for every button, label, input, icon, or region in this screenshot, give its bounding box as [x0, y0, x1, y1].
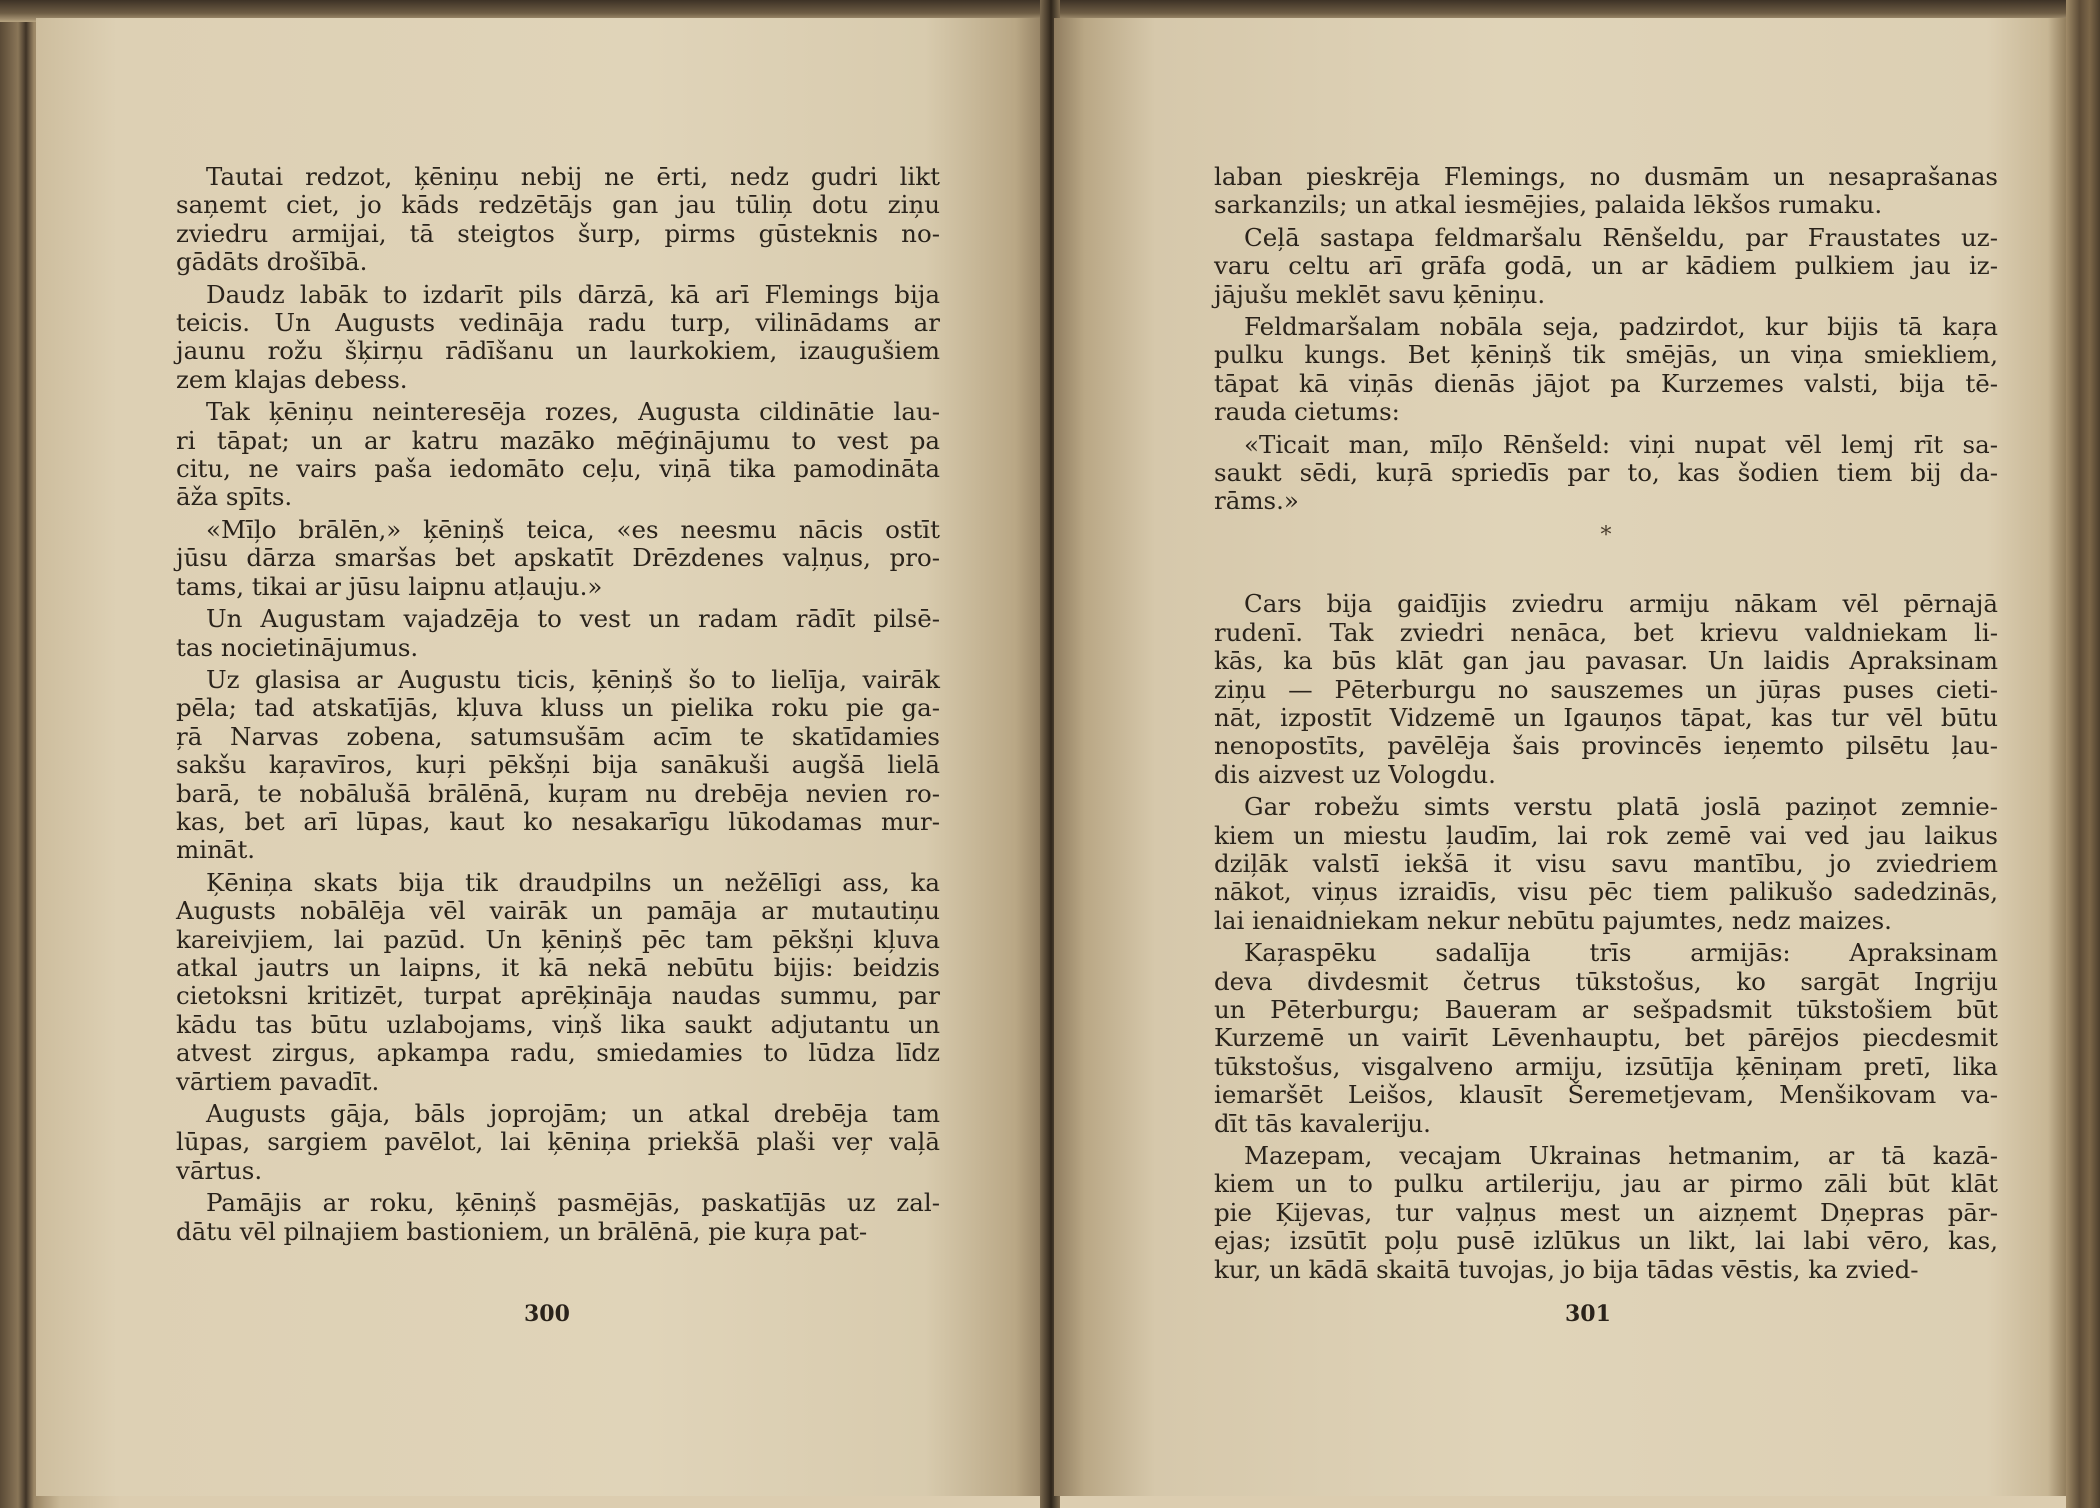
text-line: dziļāk valstī iekšā it visu savu mantību, jo zviedriem	[1214, 848, 1998, 878]
text-line: āža spīts.	[176, 482, 293, 512]
text-line: pie Ķijevas, tur vaļņus mest un aizņemt Dņepras pār-	[1214, 1197, 1998, 1227]
text-line: teicis. Un Augusts vedināja radu turp, vilinādams ar	[176, 308, 940, 338]
text-line: tūkstošus, visgalveno armiju, izsūtīja ķēniņam pretī, lika	[1214, 1051, 1998, 1081]
text-line: Uz glasisa ar Augustu ticis, ķēniņš šo to lielīja, vairāk	[206, 664, 940, 694]
text-line: ŗā Narvas zobena, satumsušām acīm te skatīdamies	[176, 721, 940, 751]
paragraph	[1214, 313, 1998, 427]
text-line: kādu tas būtu uzlabojams, viņš lika saukt adjutantu un	[176, 1009, 940, 1039]
text-line: «Ticait man, mīļo Rēnšeld: viņi nupat vēl lemj rīt sa-	[1244, 429, 1998, 459]
left-page-number: 300	[524, 1301, 570, 1327]
text-line: Ķēniņa skats bija tik draudpilns un nežēlīgi ass, ka	[206, 867, 940, 897]
text-line: «Mīļo brālēn,» ķēniņš teica, «es neesmu nācis ostīt	[206, 514, 940, 544]
text-line: lai ienaidniekam nekur nebūtu pajumtes, nedz maizes.	[1214, 905, 1892, 935]
text-line: jājušu meklēt savu ķēniņu.	[1214, 279, 1546, 309]
text-line: rāms.»	[1214, 486, 1299, 516]
paragraph	[176, 605, 940, 662]
text-line: nākot, viņus izraidīs, visu pēc tiem palikušo sadedzinās,	[1214, 877, 1998, 907]
text-line: mināt.	[176, 835, 256, 865]
right-page-number: 301	[1565, 1301, 1611, 1327]
text-line: sakšu kaŗavīros, kuŗi pēkšņi bija sanākuši augšā lielā	[176, 750, 940, 780]
text-line: iemaršēt Leišos, klausīt Šeremetjevam, Menšikovam va-	[1214, 1080, 1998, 1110]
text-line: dis aizvest uz Vologdu.	[1214, 759, 1496, 789]
left-page	[36, 18, 1046, 1496]
text-line: ejas; izsūtīt poļu pusē izlūkus un likt, lai labi vēro, kas,	[1214, 1226, 1998, 1256]
text-line: Kaŗaspēku sadalīja trīs armijās: Apraksinam	[1244, 938, 1998, 968]
section-break: *	[1600, 522, 1612, 548]
text-line: Augusts nobālēja vēl vairāk un pamāja ar mutautiņu	[176, 896, 940, 926]
text-line: vārtiem pavadīt.	[176, 1066, 380, 1096]
right-page	[1054, 18, 2068, 1496]
text-line: Cars bija gaidījis zviedru armiju nākam vēl pērnajā	[1244, 589, 1998, 619]
text-line: Augusts gāja, bāls joprojām; un atkal drebēja tam	[206, 1099, 940, 1128]
text-line: ziņu — Pēterburgu no sauszemes un jūŗas puses cieti-	[1214, 674, 1998, 704]
paragraph	[176, 1100, 940, 1185]
text-line: Tak ķēniņu neinteresēja rozes, Augusta cildinātie lau-	[206, 397, 940, 427]
text-line: Mazepam, vecajam Ukrainas hetmanim, ar tā kazā-	[1244, 1141, 1998, 1170]
text-line: kiem un miestu ļaudīm, lai rok zemē vai ved jau laikus	[1214, 820, 1998, 850]
text-line: dīt tās kavaleriju.	[1214, 1108, 1431, 1138]
text-line: zem klajas debess.	[176, 364, 408, 394]
paragraph	[1214, 224, 1998, 309]
right-page-text	[1214, 163, 1998, 1284]
text-line: Un Augustam vajadzēja to vest un radam rādīt pilsē-	[206, 604, 940, 634]
paragraph	[176, 516, 940, 601]
text-line: tāpat kā viņās dienās jājot pa Kurzemes valsti, bija tē-	[1214, 368, 1998, 398]
text-line: kas, bet arī lūpas, kaut ko nesakarīgu lūkodamas mur-	[176, 806, 940, 836]
paragraph	[176, 869, 940, 1096]
text-line: lūpas, sargiem pavēlot, lai ķēniņa priekšā plaši veŗ vaļā	[176, 1127, 940, 1157]
text-line: ri tāpat; un ar katru mazāko mēģinājumu to vest pa	[176, 425, 940, 455]
text-line: cietoksni kritizēt, turpat aprēķināja naudas summu, par	[176, 981, 940, 1011]
paragraph	[1214, 1142, 1998, 1284]
paragraph	[1214, 939, 1998, 1138]
text-line: kiem un to pulku artileriju, jau ar pirmo zāli būt klāt	[1214, 1169, 1998, 1199]
text-line: atkal jautrs un laipns, it kā nekā nebūtu bijis: beidzis	[176, 952, 940, 982]
page-stack-edge	[2066, 0, 2100, 1508]
text-line: Daudz labāk to izdarīt pils dārzā, kā arī Flemings bija	[206, 279, 940, 309]
text-line: Gar robežu simts verstu platā joslā paziņot zemnie-	[1244, 792, 1998, 822]
text-line: rauda cietums:	[1214, 397, 1400, 427]
text-line: laban pieskrēja Flemings, no dusmām un nesaprašanas	[1214, 162, 1998, 191]
paragraph	[1214, 163, 1998, 220]
right-text-after-break	[1214, 590, 1998, 1284]
text-line: varu celtu arī grāfa godā, un ar kādiem pulkiem jau iz-	[1214, 251, 1998, 281]
text-line: dātu vēl pilnajiem bastioniem, un brālēnā, pie kuŗa pat-	[176, 1216, 868, 1246]
text-line: un Pēterburgu; Baueram ar sešpadsmit tūkstošiem būt	[1214, 994, 1998, 1024]
text-line: kareivjiem, lai pazūd. Un ķēniņš pēc tam pēkšņi kļuva	[176, 924, 940, 954]
text-line: saņemt ciet, jo kāds redzētājs gan jau tūliņ dotu ziņu	[176, 190, 940, 220]
text-line: Kurzemē un vairīt Lēvenhauptu, bet pārējos piecdesmit	[1214, 1023, 1998, 1053]
left-page-text	[176, 163, 940, 1246]
text-line: sarkanzils; un atkal iesmējies, palaida lēkšos rumaku.	[1214, 190, 1883, 220]
paragraph	[1214, 431, 1998, 516]
text-line: barā, te nobālušā brālēnā, kuŗam nu drebēja nevien ro-	[176, 778, 940, 808]
text-line: pulku kungs. Bet ķēniņš tik smējās, un viņa smiekliem,	[1214, 340, 1998, 370]
text-line: tams, tikai ar jūsu laipnu atļauju.»	[176, 571, 603, 601]
text-line: jūsu dārza smaršas bet apskatīt Drēzdenes vaļņus, pro-	[176, 543, 940, 573]
text-line: zviedru armijai, tā steigtos šurp, pirms gūsteknis no-	[176, 218, 940, 248]
paragraph	[1214, 793, 1998, 935]
text-line: citu, ne vairs paša iedomāto ceļu, viņā tika pamodināta	[176, 454, 940, 484]
text-line: tas nocietinājumus.	[176, 632, 419, 662]
paragraph	[176, 398, 940, 512]
text-line: gādāts drošībā.	[176, 247, 368, 277]
paragraph	[176, 1189, 940, 1246]
text-line: Pamājis ar roku, ķēniņš pasmējās, paskatījās uz zal-	[206, 1188, 940, 1218]
text-line: Ceļā sastapa feldmaršalu Rēnšeldu, par Fraustates uz-	[1244, 222, 1998, 252]
text-line: atvest zirgus, apkampa radu, smiedamies to lūdza līdz	[176, 1038, 940, 1068]
text-line: jaunu rožu šķirņu rādīšanu un laurkokiem, izaugušiem	[176, 336, 940, 366]
paragraph	[176, 281, 940, 395]
paragraph	[1214, 590, 1998, 789]
right-text-before-break	[1214, 163, 1998, 516]
text-line: deva divdesmit četrus tūkstošus, ko sargāt Ingriju	[1214, 966, 1998, 996]
paragraph	[176, 163, 940, 277]
text-line: rudenī. Tak zviedri nenāca, bet krievu valdniekam li-	[1214, 617, 1998, 647]
text-line: nenopostīts, pavēlēja šais provincēs ieņemto pilsētu ļau-	[1214, 731, 1998, 761]
text-line: saukt sēdi, kuŗā spriedīs par to, kas šodien tiem bij da-	[1214, 458, 1998, 488]
text-line: kur, un kādā skaitā tuvojas, jo bija tādas vēstis, ka zvied-	[1214, 1254, 1919, 1284]
text-line: pēla; tad atskatījās, kļuva kluss un pielika roku pie ga-	[176, 693, 940, 723]
text-line: Feldmaršalam nobāla seja, padzirdot, kur bijis tā kaŗa	[1244, 312, 1998, 342]
paragraph	[176, 666, 940, 865]
text-line: vārtus.	[176, 1155, 263, 1185]
text-line: nāt, izpostīt Vidzemē un Igauņos tāpat, kas tur vēl būtu	[1214, 702, 1998, 732]
text-line: Tautai redzot, ķēniņu nebij ne ērti, nedz gudri likt	[206, 162, 940, 191]
text-line: kās, ka būs klāt gan jau pavasar. Un laidis Apraksinam	[1214, 646, 1998, 676]
